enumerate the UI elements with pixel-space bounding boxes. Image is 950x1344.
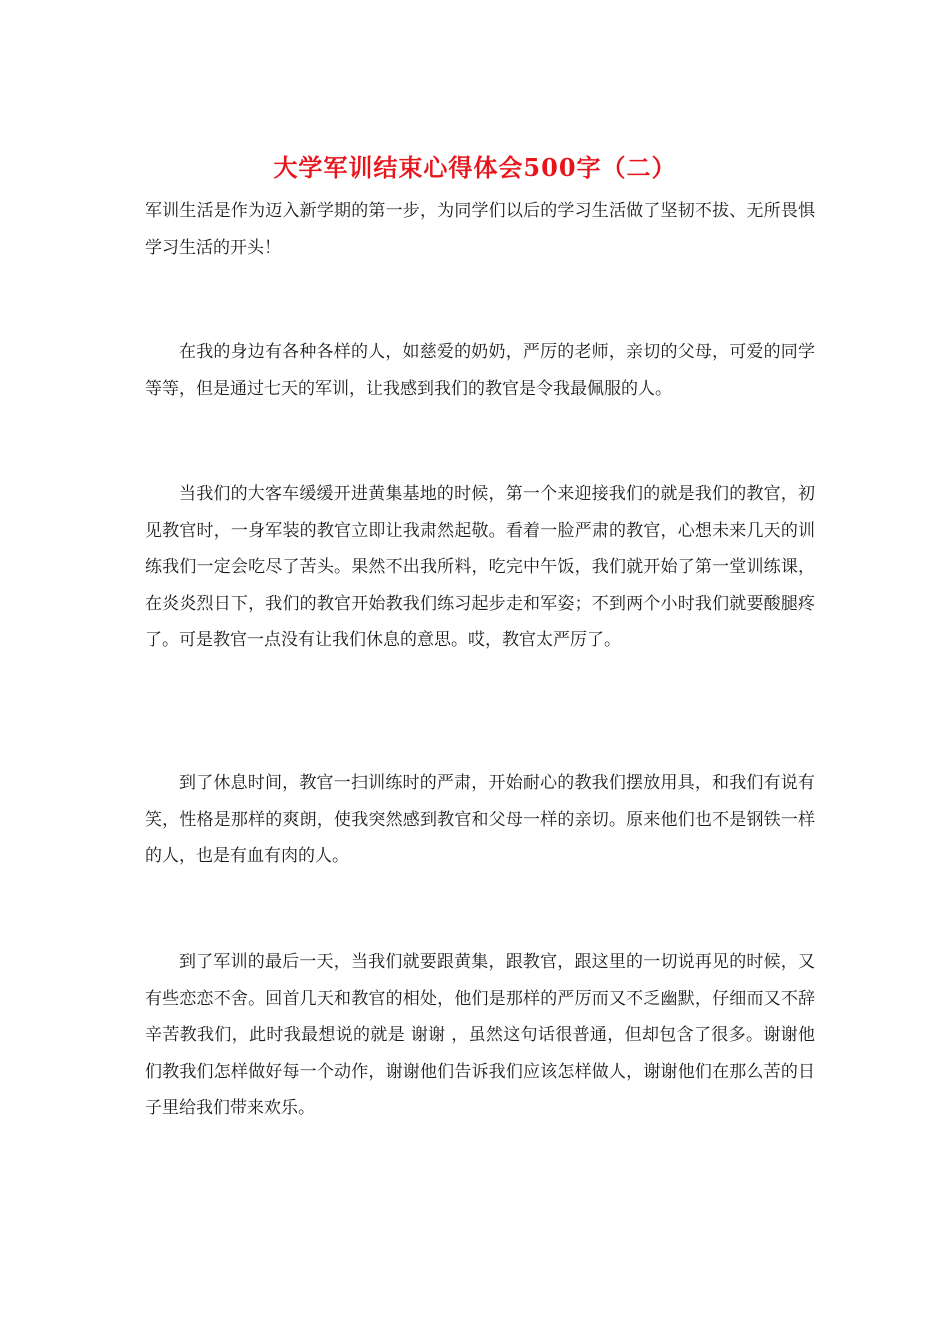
paragraph-rest-time: 到了休息时间，教官一扫训练时的严肃，开始耐心的教我们摆放用具，和我们有说有笑，性格是那样的爽朗，使我突然感到教官和父母一样的亲切。原来他们也不是钢铁一样的人，也是有血有肉的人。 — [145, 773, 815, 866]
document-title: 大学军训结束心得体会500字（二） — [273, 153, 677, 182]
paragraph-last-day: 到了军训的最后一天，当我们就要跟黄集，跟教官，跟这里的一切说再见的时候，又有些恋恋不舍。回首几天和教官的相处，他们是那样的严厉而又不乏幽默，仔细而又不辞辛苦教我们，此时我最想说的就是 谢谢 ，虽然这句话很普通，但却包含了很多。谢谢他们教我们怎样做好每一个动作，谢谢他们告诉我们应该怎样做人，谢谢他们在那么苦的日子里给我们带来欢乐。 — [145, 952, 815, 1118]
paragraph-first-training: 当我们的大客车缓缓开进黄集基地的时候，第一个来迎接我们的就是我们的教官，初见教官时，一身军装的教官立即让我肃然起敬。看着一脸严肃的教官，心想未来几天的训练我们一定会吃尽了苦头。果然不出我所料，吃完中午饭，我们就开始了第一堂训练课，在炎炎烈日下，我们的教官开始教我们练习起步走和军姿；不到两个小时我们就要酸腿疼了。可是教官一点没有让我们休息的意思。哎，教官太严厉了。 — [145, 484, 815, 650]
paragraph-instructor-respect: 在我的身边有各种各样的人，如慈爱的奶奶，严厉的老师，亲切的父母，可爱的同学等等，但是通过七天的军训，让我感到我们的教官是令我最佩服的人。 — [145, 342, 815, 399]
paragraph-intro: 军训生活是作为迈入新学期的第一步，为同学们以后的学习生活做了坚韧不拔、无所畏惧学习生活的开头！ — [145, 201, 815, 258]
